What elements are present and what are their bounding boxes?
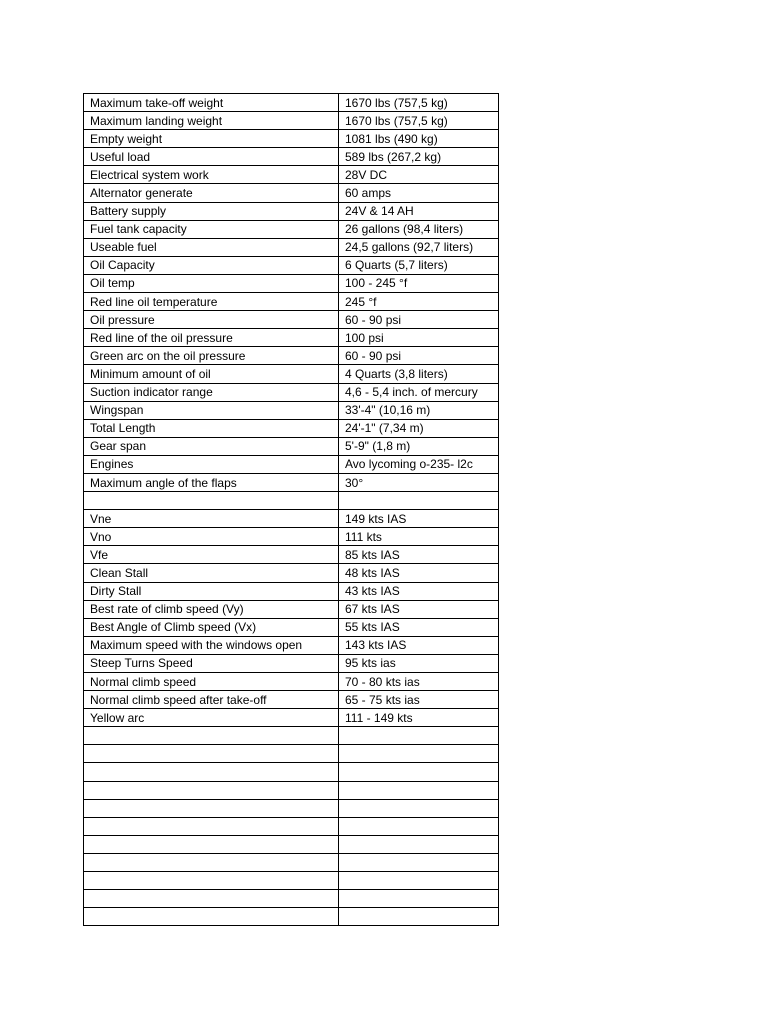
spec-value-cell: 48 kts IAS <box>339 564 499 582</box>
spec-value-cell: 1670 lbs (757,5 kg) <box>339 112 499 130</box>
spec-label-cell <box>84 799 339 817</box>
spec-label-cell: Dirty Stall <box>84 582 339 600</box>
spec-label-cell: Empty weight <box>84 130 339 148</box>
spec-label-cell: Oil temp <box>84 274 339 292</box>
spec-label-cell: Oil Capacity <box>84 256 339 274</box>
spec-value-cell <box>339 745 499 763</box>
table-row <box>84 835 499 853</box>
spec-label-cell: Maximum angle of the flaps <box>84 473 339 491</box>
spec-label-cell: Yellow arc <box>84 709 339 727</box>
spec-label-cell: Electrical system work <box>84 166 339 184</box>
spec-label-cell: Battery supply <box>84 202 339 220</box>
table-row <box>84 455 499 473</box>
spec-label-cell: Suction indicator range <box>84 383 339 401</box>
spec-label-cell: Gear span <box>84 437 339 455</box>
table-row <box>84 546 499 564</box>
spec-label-cell <box>84 763 339 781</box>
spec-label-cell: Red line oil temperature <box>84 293 339 311</box>
spec-label-cell: Oil pressure <box>84 311 339 329</box>
spec-value-cell <box>339 492 499 510</box>
spec-value-cell: 143 kts IAS <box>339 636 499 654</box>
table-row <box>84 691 499 709</box>
spec-label-cell: Wingspan <box>84 401 339 419</box>
spec-label-cell: Vfe <box>84 546 339 564</box>
table-row <box>84 166 499 184</box>
table-row <box>84 347 499 365</box>
spec-value-cell: 33'-4" (10,16 m) <box>339 401 499 419</box>
table-row <box>84 636 499 654</box>
spec-value-cell: 55 kts IAS <box>339 618 499 636</box>
spec-label-cell <box>84 908 339 926</box>
spec-label-cell: Vne <box>84 510 339 528</box>
spec-label-cell <box>84 835 339 853</box>
table-row <box>84 890 499 908</box>
spec-label-cell <box>84 817 339 835</box>
spec-value-cell <box>339 890 499 908</box>
table-row <box>84 872 499 890</box>
table-row <box>84 256 499 274</box>
spec-label-cell: Engines <box>84 455 339 473</box>
table-row <box>84 419 499 437</box>
spec-label-cell: Maximum take-off weight <box>84 94 339 112</box>
spec-value-cell: 6 Quarts (5,7 liters) <box>339 256 499 274</box>
spec-value-cell: 85 kts IAS <box>339 546 499 564</box>
spec-label-cell <box>84 492 339 510</box>
spec-value-cell <box>339 727 499 745</box>
table-row <box>84 112 499 130</box>
spec-label-cell: Steep Turns Speed <box>84 654 339 672</box>
spec-value-cell: 43 kts IAS <box>339 582 499 600</box>
spec-value-cell: 26 gallons (98,4 liters) <box>339 220 499 238</box>
table-row <box>84 817 499 835</box>
spec-value-cell: 111 kts <box>339 528 499 546</box>
table-row <box>84 437 499 455</box>
spec-value-cell: Avo lycoming o-235- l2c <box>339 455 499 473</box>
table-row <box>84 274 499 292</box>
table-row <box>84 582 499 600</box>
spec-label-cell: Minimum amount of oil <box>84 365 339 383</box>
spec-value-cell: 95 kts ias <box>339 654 499 672</box>
table-row <box>84 238 499 256</box>
table-row <box>84 528 499 546</box>
spec-value-cell: 589 lbs (267,2 kg) <box>339 148 499 166</box>
table-row <box>84 184 499 202</box>
spec-label-cell: Total Length <box>84 419 339 437</box>
spec-label-cell: Useful load <box>84 148 339 166</box>
spec-label-cell: Red line of the oil pressure <box>84 329 339 347</box>
spec-value-cell: 245 °f <box>339 293 499 311</box>
table-row <box>84 673 499 691</box>
spec-value-cell: 28V DC <box>339 166 499 184</box>
spec-label-cell <box>84 727 339 745</box>
spec-label-cell: Maximum speed with the windows open <box>84 636 339 654</box>
table-row <box>84 383 499 401</box>
spec-value-cell: 60 - 90 psi <box>339 311 499 329</box>
spec-value-cell: 4 Quarts (3,8 liters) <box>339 365 499 383</box>
spec-value-cell: 100 - 245 °f <box>339 274 499 292</box>
table-row <box>84 473 499 491</box>
table-row <box>84 329 499 347</box>
table-row <box>84 130 499 148</box>
table-row <box>84 618 499 636</box>
spec-label-cell: Maximum landing weight <box>84 112 339 130</box>
spec-label-cell: Best Angle of Climb speed (Vx) <box>84 618 339 636</box>
spec-value-cell <box>339 872 499 890</box>
table-row <box>84 799 499 817</box>
specifications-table <box>83 93 499 926</box>
table-row <box>84 853 499 871</box>
table-row <box>84 148 499 166</box>
spec-label-cell: Useable fuel <box>84 238 339 256</box>
table-row <box>84 564 499 582</box>
spec-value-cell: 65 - 75 kts ias <box>339 691 499 709</box>
spec-label-cell: Normal climb speed after take-off <box>84 691 339 709</box>
spec-value-cell: 60 amps <box>339 184 499 202</box>
spec-label-cell: Fuel tank capacity <box>84 220 339 238</box>
spec-value-cell <box>339 908 499 926</box>
spec-label-cell: Normal climb speed <box>84 673 339 691</box>
spec-value-cell: 24V & 14 AH <box>339 202 499 220</box>
spec-label-cell <box>84 890 339 908</box>
spec-value-cell: 111 - 149 kts <box>339 709 499 727</box>
spec-label-cell: Green arc on the oil pressure <box>84 347 339 365</box>
spec-label-cell: Clean Stall <box>84 564 339 582</box>
spec-value-cell <box>339 853 499 871</box>
table-row <box>84 781 499 799</box>
table-row <box>84 727 499 745</box>
spec-value-cell: 24,5 gallons (92,7 liters) <box>339 238 499 256</box>
table-row <box>84 709 499 727</box>
spec-value-cell: 1670 lbs (757,5 kg) <box>339 94 499 112</box>
spec-label-cell: Alternator generate <box>84 184 339 202</box>
table-row <box>84 365 499 383</box>
table-row <box>84 492 499 510</box>
specifications-table-body <box>84 94 499 926</box>
spec-value-cell <box>339 781 499 799</box>
spec-value-cell: 30° <box>339 473 499 491</box>
spec-label-cell <box>84 781 339 799</box>
table-row <box>84 510 499 528</box>
spec-label-cell <box>84 853 339 871</box>
spec-value-cell: 149 kts IAS <box>339 510 499 528</box>
table-row <box>84 908 499 926</box>
table-row <box>84 745 499 763</box>
spec-value-cell <box>339 763 499 781</box>
table-row <box>84 600 499 618</box>
spec-value-cell: 4,6 - 5,4 inch. of mercury <box>339 383 499 401</box>
table-row <box>84 202 499 220</box>
spec-label-cell: Vno <box>84 528 339 546</box>
table-row <box>84 763 499 781</box>
table-row <box>84 220 499 238</box>
spec-value-cell <box>339 835 499 853</box>
spec-value-cell: 1081 lbs (490 kg) <box>339 130 499 148</box>
spec-value-cell <box>339 799 499 817</box>
spec-value-cell <box>339 817 499 835</box>
table-row <box>84 401 499 419</box>
spec-value-cell: 60 - 90 psi <box>339 347 499 365</box>
table-row <box>84 654 499 672</box>
spec-value-cell: 100 psi <box>339 329 499 347</box>
spec-value-cell: 70 - 80 kts ias <box>339 673 499 691</box>
spec-label-cell <box>84 745 339 763</box>
table-row <box>84 94 499 112</box>
spec-value-cell: 67 kts IAS <box>339 600 499 618</box>
table-row <box>84 293 499 311</box>
spec-value-cell: 24'-1" (7,34 m) <box>339 419 499 437</box>
spec-label-cell <box>84 872 339 890</box>
table-row <box>84 311 499 329</box>
spec-value-cell: 5'-9" (1,8 m) <box>339 437 499 455</box>
spec-label-cell: Best rate of climb speed (Vy) <box>84 600 339 618</box>
